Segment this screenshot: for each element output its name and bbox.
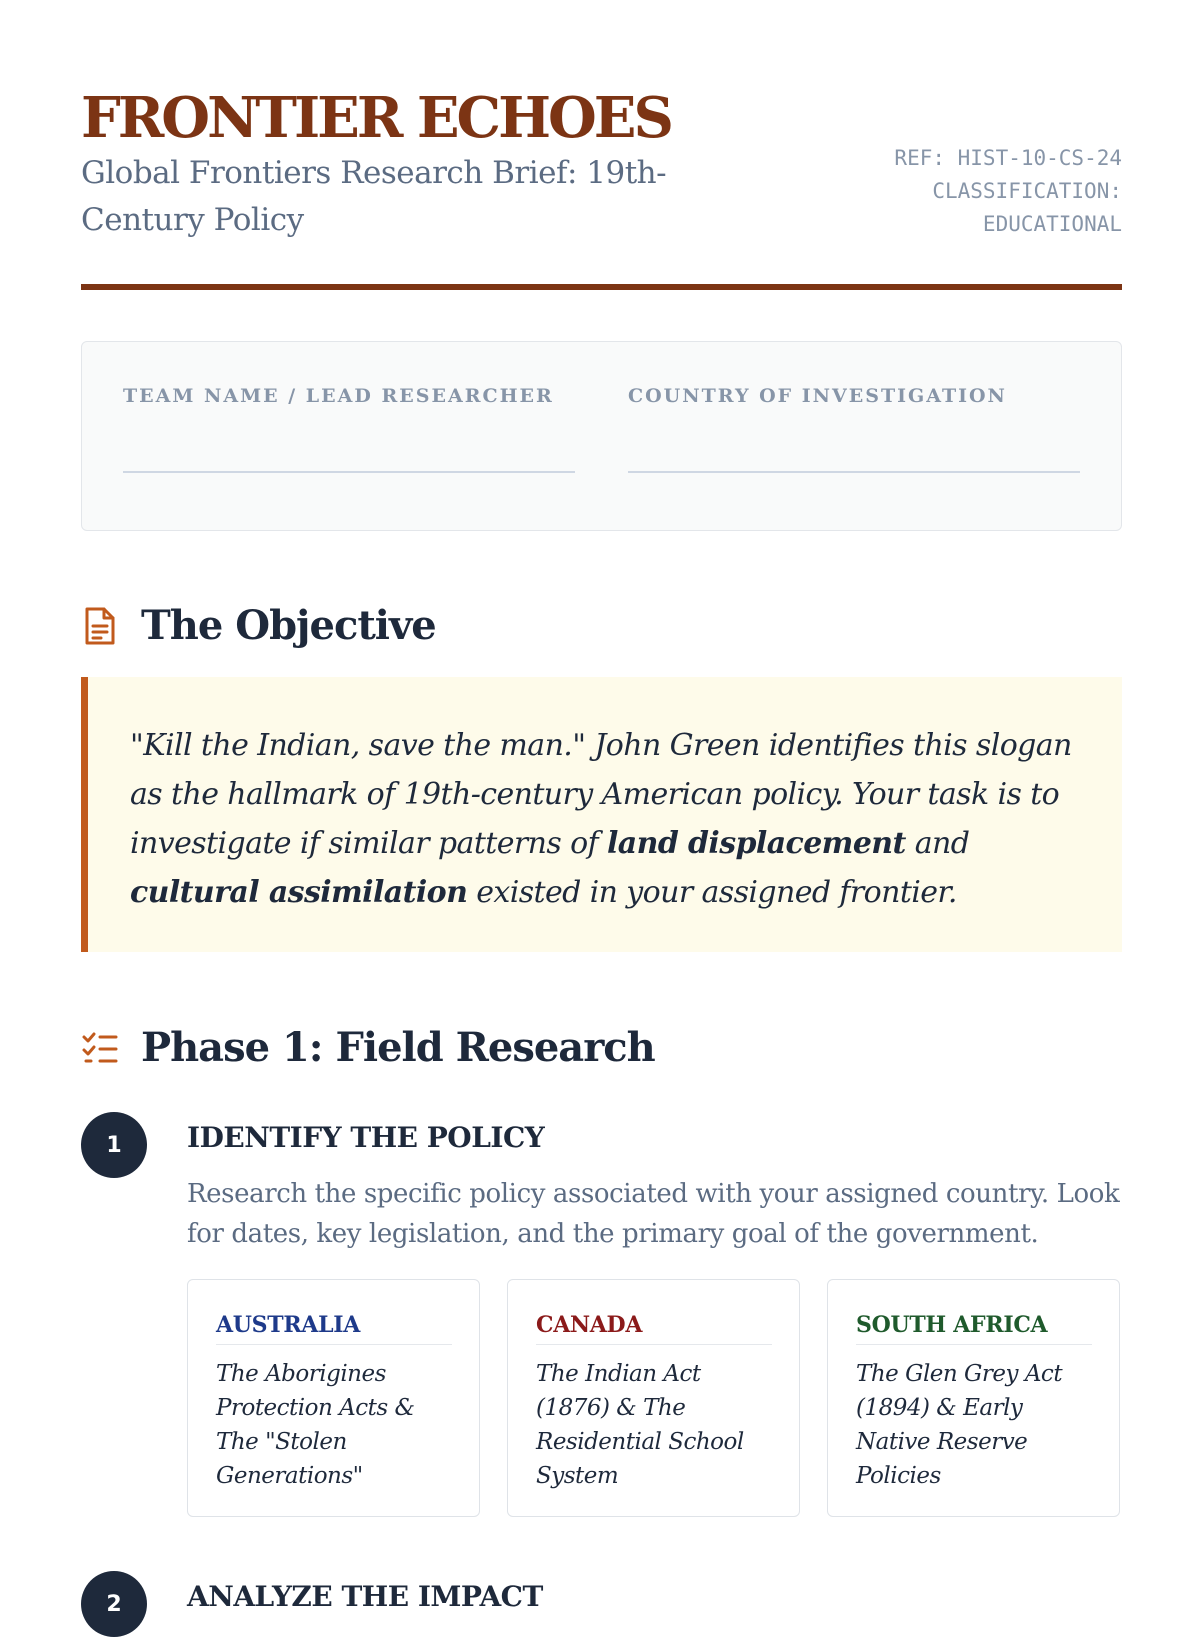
country-label: COUNTRY OF INVESTIGATION bbox=[628, 385, 1007, 407]
step-title: ANALYZE THE IMPACT bbox=[187, 1580, 543, 1613]
country-card-south-africa bbox=[827, 1279, 1120, 1517]
classification-value: EDUCATIONAL bbox=[982, 212, 1122, 236]
brief-subtitle: Global Frontiers Research Brief: 19th-Century Policy bbox=[81, 155, 667, 238]
objective-quote bbox=[81, 677, 1122, 952]
brand-title: FRONTIER ECHOES bbox=[81, 85, 671, 151]
reference-code: REF: HIST-10-CS-24 bbox=[894, 146, 1122, 170]
checklist-icon bbox=[81, 1028, 119, 1068]
emphasis-land-displacement: land displacement bbox=[606, 826, 906, 861]
team-name-input-line[interactable] bbox=[123, 471, 575, 473]
phase1-heading: Phase 1: Field Research bbox=[141, 1024, 655, 1071]
objective-heading-row bbox=[81, 602, 436, 650]
emphasis-cultural-assimilation: cultural assimilation bbox=[130, 875, 468, 910]
step-description: Research the specific policy associated with your assigned country. Look for dates, key legislation, and the primary goal of the government. bbox=[187, 1179, 1120, 1249]
country-cards bbox=[187, 1279, 1122, 1517]
country-name: AUSTRALIA bbox=[216, 1308, 452, 1345]
country-policy: The Indian Act (1876) & The Residential School System bbox=[536, 1361, 744, 1489]
country-name: SOUTH AFRICA bbox=[856, 1308, 1092, 1345]
team-name-field bbox=[123, 383, 575, 473]
document-icon bbox=[81, 606, 119, 646]
team-info-card bbox=[81, 341, 1122, 531]
step-number-badge: 2 bbox=[81, 1571, 147, 1637]
step-title: IDENTIFY THE POLICY bbox=[187, 1121, 545, 1154]
step-number-badge: 1 bbox=[81, 1112, 147, 1178]
reference-block bbox=[894, 142, 1122, 241]
country-name: CANADA bbox=[536, 1308, 772, 1345]
country-field bbox=[628, 383, 1080, 473]
country-policy: The Glen Grey Act (1894) & Early Native Reserve Policies bbox=[856, 1361, 1063, 1489]
team-name-label: TEAM NAME / LEAD RESEARCHER bbox=[123, 385, 554, 407]
country-input-line[interactable] bbox=[628, 471, 1080, 473]
objective-heading: The Objective bbox=[141, 602, 436, 649]
phase1-heading-row bbox=[81, 1024, 655, 1072]
objective-quote-text: "Kill the Indian, save the man." John Green identifies this slogan as the hallmark of 19th-century American policy. Your task is to investigate if similar patterns of land displacement and cultural assimilation existed in your assigned frontier. bbox=[130, 728, 1072, 910]
research-brief-page bbox=[81, 0, 1122, 1617]
country-card-australia bbox=[187, 1279, 480, 1517]
page-header bbox=[81, 0, 1122, 290]
country-policy: The Aborigines Protection Acts & The "Stolen Generations" bbox=[216, 1361, 415, 1489]
classification-label: CLASSIFICATION: bbox=[932, 179, 1122, 203]
country-card-canada bbox=[507, 1279, 800, 1517]
